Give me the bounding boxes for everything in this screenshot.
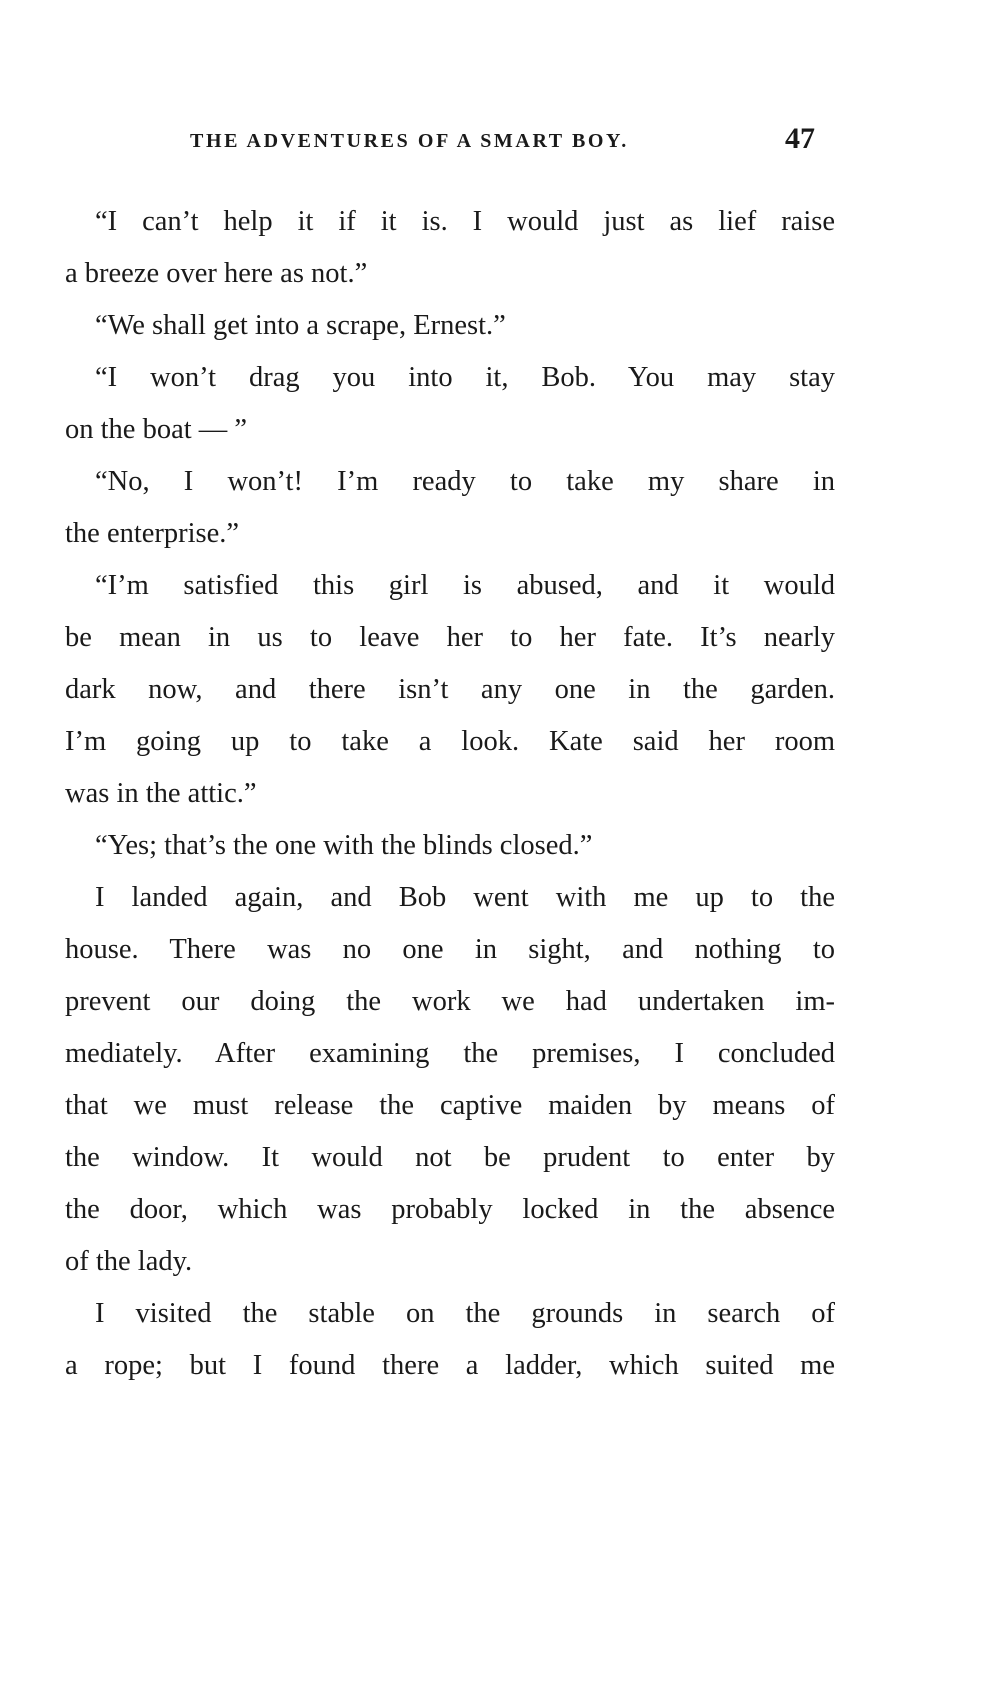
text-line: a breeze over here as not.” — [65, 258, 368, 289]
text-line: that we must release the captive maiden by means of — [65, 1090, 835, 1121]
text-line: a rope; but I found there a ladder, which suited me — [65, 1350, 835, 1381]
text-line: I visited the stable on the grounds in search of — [95, 1298, 835, 1329]
body-text — [65, 196, 835, 1392]
text-line: of the lady. — [65, 1246, 193, 1277]
text-line: I landed again, and Bob went with me up to the — [95, 882, 835, 913]
text-line: mediately. After examining the premises, I concluded — [65, 1038, 835, 1069]
text-line: prevent our doing the work we had undertaken im- — [65, 986, 835, 1017]
text-line: “Yes; that’s the one with the blinds closed.” — [95, 830, 593, 861]
text-line: the enterprise.” — [65, 518, 240, 549]
text-line: “I can’t help it if it is. I would just as lief raise — [95, 206, 835, 237]
text-line: the window. It would not be prudent to enter by — [65, 1142, 835, 1173]
running-head — [0, 122, 996, 162]
text-line: house. There was no one in sight, and nothing to — [65, 934, 835, 965]
text-line: “We shall get into a scrape, Ernest.” — [95, 310, 506, 341]
text-line: be mean in us to leave her to her fate. It’s nearly — [65, 622, 835, 653]
running-title: THE ADVENTURES OF A SMART BOY. — [190, 130, 629, 152]
text-line: I’m going up to take a look. Kate said her room — [65, 726, 835, 757]
text-line: was in the attic.” — [65, 778, 257, 809]
text-line: dark now, and there isn’t any one in the garden. — [65, 674, 835, 705]
page-number: 47 — [785, 122, 815, 155]
text-line: on the boat — ” — [65, 414, 248, 445]
text-line: “I won’t drag you into it, Bob. You may stay — [95, 362, 835, 393]
text-line: “No, I won’t! I’m ready to take my share in — [95, 466, 835, 497]
text-line: “I’m satisfied this girl is abused, and it would — [95, 570, 835, 601]
text-line: the door, which was probably locked in the absence — [65, 1194, 835, 1225]
